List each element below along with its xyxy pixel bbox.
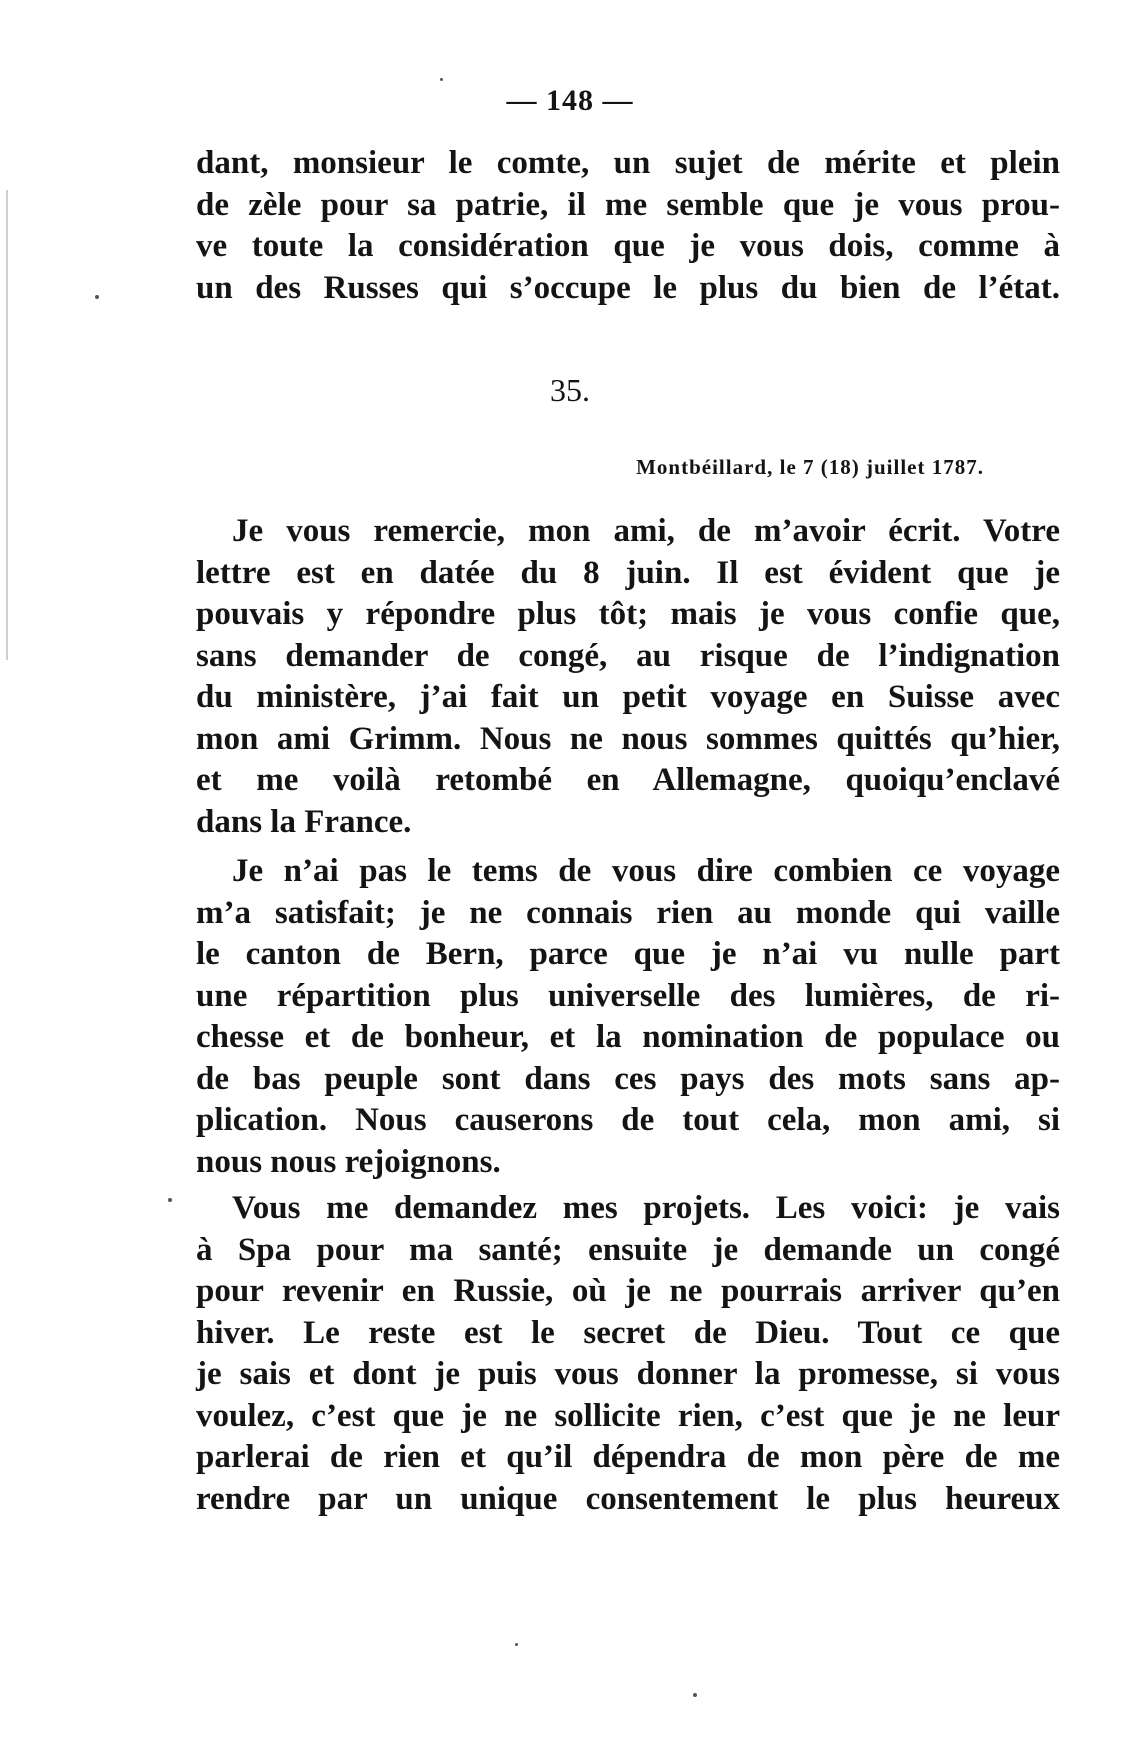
text-line: le canton de Bern, parce que je n’ai vu nulle part xyxy=(196,936,1060,972)
text-line: dant, monsieur le comte, un sujet de mérite et plein xyxy=(196,145,1060,181)
text-line: m’a satisfait; je ne connais rien au monde qui vaille xyxy=(196,894,1060,931)
text-line: et me voilà retombé en Allemagne, quoiqu’enclavé xyxy=(196,762,1060,798)
text-line: parlerai de rien et qu’il dépendra de mon père de me xyxy=(196,1439,1060,1475)
text-line: une répartition plus universelle des lumières, de ri- xyxy=(196,977,1060,1014)
text-line: mon ami Grimm. Nous ne nous sommes quittés qu’hier, xyxy=(196,720,1060,757)
text-line: pouvais y répondre plus tôt; mais je vous confie que, xyxy=(196,596,1060,632)
text-line: voulez, c’est que je ne sollicite rien, c’est que je ne leur xyxy=(196,1397,1060,1434)
text-line: lettre est en datée du 8 juin. Il est évident que je xyxy=(196,554,1060,591)
scan-speck xyxy=(693,1693,697,1697)
text-line: nous nous rejoignons. xyxy=(196,1143,501,1180)
text-line: de bas peuple sont dans ces pays des mots sans ap- xyxy=(196,1060,1060,1097)
letter-paragraph-2 xyxy=(196,851,1060,1183)
letter-number: 35. xyxy=(550,372,590,408)
scan-speck xyxy=(515,1643,518,1646)
text-line: Je n’ai pas le tems de vous dire combien ce voyage xyxy=(232,853,1060,889)
text-line: Je vous remercie, mon ami, de m’avoir écrit. Votre xyxy=(232,513,1060,549)
scan-speck xyxy=(95,295,99,299)
scan-speck xyxy=(440,78,443,81)
text-line: sans demander de congé, au risque de l’indignation xyxy=(196,637,1060,674)
text-line: Vous me demandez mes projets. Les voici: je vais xyxy=(232,1190,1060,1226)
text-line: à Spa pour ma santé; ensuite je demande un congé xyxy=(196,1231,1060,1268)
text-line: dans la France. xyxy=(196,803,412,840)
page-number: — 148 — xyxy=(506,84,634,117)
scan-speck xyxy=(168,1198,172,1202)
text-line: chesse et de bonheur, et la nomination de populace ou xyxy=(196,1019,1060,1055)
text-line: ve toute la considération que je vous dois, comme à xyxy=(196,228,1060,264)
letter-paragraph-3 xyxy=(196,1188,1060,1520)
text-line: plication. Nous causerons de tout cela, mon ami, si xyxy=(196,1102,1060,1138)
text-line: hiver. Le reste est le secret de Dieu. Tout ce que xyxy=(196,1314,1060,1351)
gutter-shadow xyxy=(6,190,8,660)
text-line: de zèle pour sa patrie, il me semble que je vous prou- xyxy=(196,186,1060,223)
text-line: un des Russes qui s’occupe le plus du bien de l’état. xyxy=(196,269,1060,306)
text-line: du ministère, j’ai fait un petit voyage en Suisse avec xyxy=(196,679,1060,715)
letter-dateline: Montbéillard, le 7 (18) juillet 1787. xyxy=(636,455,984,479)
text-line: rendre par un unique consentement le plus heureux xyxy=(196,1480,1060,1517)
letter-paragraph-1 xyxy=(196,511,1060,843)
text-line: je sais et dont je puis vous donner la promesse, si vous xyxy=(196,1356,1060,1392)
text-line: pour revenir en Russie, où je ne pourrais arriver qu’en xyxy=(196,1273,1060,1309)
continuation-paragraph xyxy=(196,143,1060,309)
